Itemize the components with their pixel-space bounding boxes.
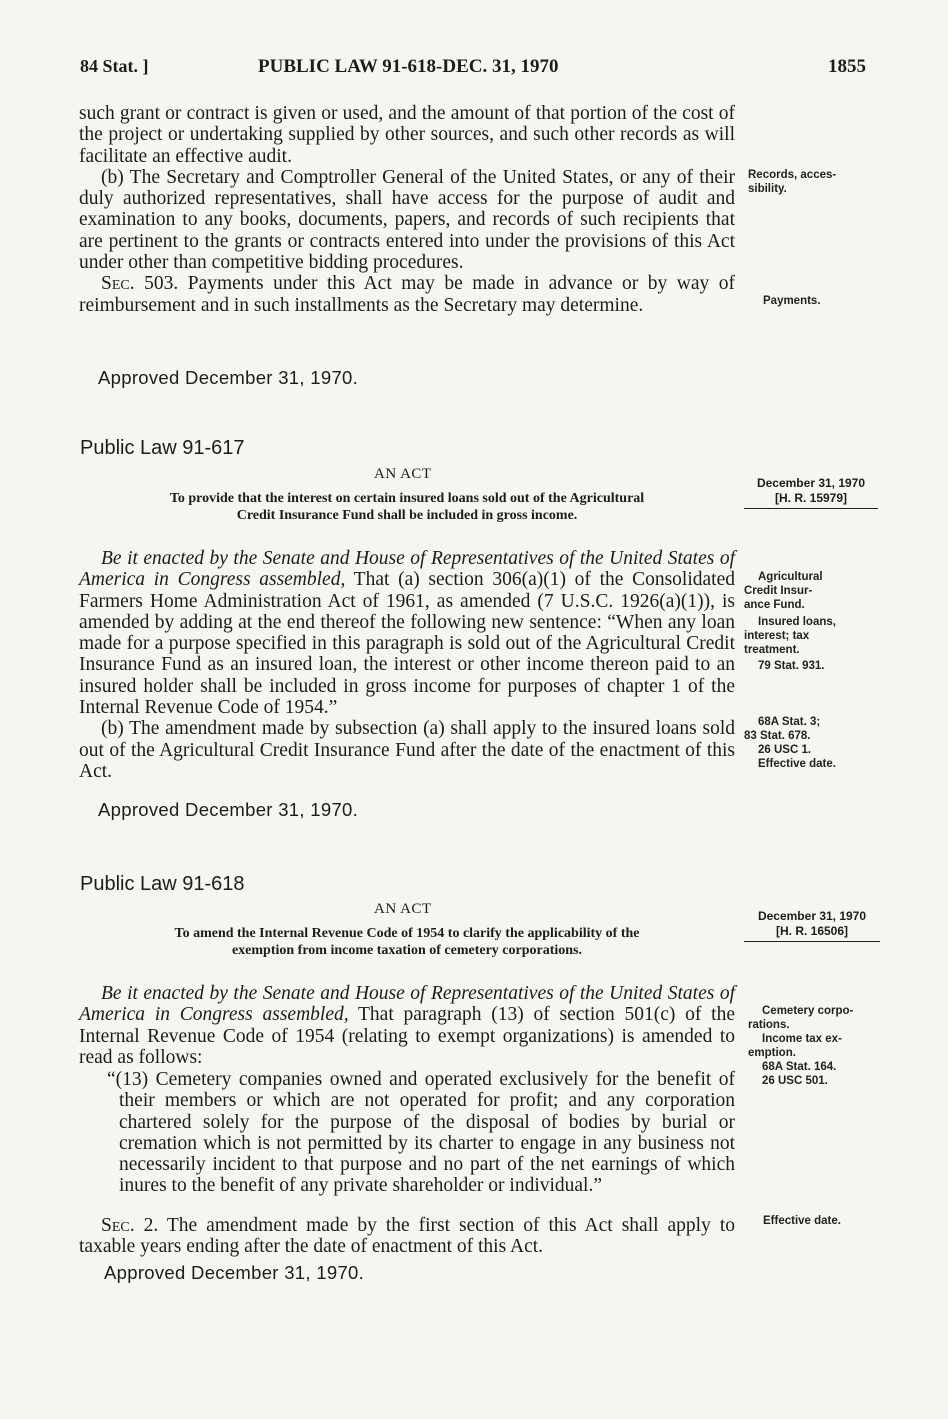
margin-note-line: interest; tax [744,630,810,642]
law-618-an-act: AN ACT [374,901,432,917]
margin-note-agricultural [744,570,836,673]
purpose-line: Credit Insurance Fund shall be included in gross income. [236,508,578,523]
law-618-approved: Approved December 31, 1970. [104,1262,365,1283]
law-617-title: Public Law 91-617 [80,437,245,459]
law-618-purpose [79,925,735,959]
intro-block [79,103,735,316]
law-617-para-b: (b) The amendment made by subsection (a) shall apply to the insured loans sold out of the Agricultural Credit Insurance Fund after the date of the enactment of this Act. [79,718,735,782]
margin-note-line: emption. [748,1047,796,1059]
margin-note-line: Income tax ex- [762,1033,842,1045]
margin-note-line: Credit Insur- [744,585,813,597]
law-617-date-box [744,476,878,509]
margin-note-line: 26 USC 1. [758,744,812,756]
intro-sec-503 [79,273,735,316]
margin-note-line: rations. [748,1019,790,1031]
date-line: December 31, 1970 [756,476,866,490]
margin-note-cemetery [748,1004,853,1088]
margin-note-line: 26 USC 501. [762,1075,828,1087]
margin-note-line: 68A Stat. 164. [762,1061,837,1073]
sec-label: Sec. 503. [101,273,179,295]
sec-text: The amendment made by the first section of this Act shall apply to taxable years ending after the date of enactment of this Act. [79,1215,735,1258]
margin-note-line: treatment. [744,644,800,656]
margin-note-line: Agricultural [758,571,823,583]
law-618-sec2 [79,1215,735,1258]
margin-note-line: 79 Stat. 931. [758,660,825,672]
law-618-sec2-para [79,1215,735,1258]
margin-note-line: Cemetery corpo- [762,1005,854,1017]
margin-note-stat-refs [744,715,836,771]
header-title: PUBLIC LAW 91-618-DEC. 31, 1970 [258,56,559,77]
enacting-text: That paragraph (13) of section 501(c) of the Internal Revenue Code of 1954 (relating to exempt organizations) is amended to read as follows: [79,1004,736,1068]
purpose-line: To amend the Internal Revenue Code of 1954 to clarify the applicability of the [174,926,640,941]
law-618-date-box [744,909,880,942]
law-618-title: Public Law 91-618 [80,873,245,895]
date-line: December 31, 1970 [757,909,867,923]
law-618-quoted-paragraph: “(13) Cemetery companies owned and operated exclusively for the benefit of their members or which are not operated for profit; and any corporation chartered solely for the purpose of the disposal of bodies by burial or cremation which is not permitted by its charter to engage in any business not necessarily incident to that purpose and no part of the net earnings of which inures to the benefit of any private shareholder or individual.” [107,1069,735,1197]
intro-approved: Approved December 31, 1970. [98,367,359,388]
margin-note-payments: Payments. [763,295,821,307]
margin-note-line: Insured loans, [758,616,836,628]
margin-note-records [748,168,836,196]
header-stat-ref: 84 Stat. ] [80,56,149,76]
page-number: 1855 [828,56,866,77]
margin-note-line: Effective date. [758,758,836,770]
enacting-text: That (a) section 306(a)(1) of the Consolidated Farmers Home Administration Act of 1961, as amended (7 U.S.C. 1926(a)(1)), is amended by adding at the end thereof the following new sentence: “When any loan made for a purpose specified in this paragraph is sold out of the Agricultural Credit Insurance Fund as an insured loan, the interest or other income thereon paid to an insured holder shall be included in gross income for purposes of chapter 1 of the Internal Revenue Code of 1954.” [79,569,735,719]
margin-note-line: sibility. [748,183,787,195]
intro-continuation: such grant or contract is given or used, and the amount of that portion of the cost of the project or undertaking supplied by other sources, and such other records as will facilitate an effective audit. [79,103,735,167]
sec-text: Payments under this Act may be made in advance or by way of reimbursement and in such installments as the Secretary may determine. [79,273,735,316]
bill-number: [H. R. 16506] [775,924,849,938]
margin-note-line: ance Fund. [744,599,805,611]
law-617-approved: Approved December 31, 1970. [98,799,359,820]
bill-number: [H. R. 15979] [774,491,848,505]
purpose-line: To provide that the interest on certain insured loans sold out of the Agricultural [169,491,645,506]
intro-para-b: (b) The Secretary and Comptroller General of the United States, or any of their duly authorized representatives, shall have access for the purpose of audit and examination to any books, documents, papers, and records of such recipients that are pertinent to the grants or contracts entered into under the provisions of this Act under other than competitive bidding procedures. [79,166,735,274]
margin-note-effective-date: Effective date. [763,1215,841,1227]
enacting-clause: Be it enacted by the Senate and House of Representatives of the United States of America in Congress assembled, [79,983,735,1026]
law-617-an-act: AN ACT [374,466,432,482]
margin-note-line: 83 Stat. 678. [744,730,811,742]
sec-label: Sec. 2. [101,1215,159,1236]
enacting-clause: Be it enacted by the Senate and House of Representatives of the United States of America in Congress assembled, [79,548,735,591]
margin-note-line: Records, acces- [748,169,837,181]
margin-note-line: 68A Stat. 3; [758,716,821,728]
law-617-purpose [79,490,735,524]
law-617-enacting [79,548,735,718]
purpose-line: exemption from income taxation of cemetery corporations. [231,943,583,958]
law-618-enacting [79,983,735,1068]
law-618-body [79,983,735,1068]
law-617-body [79,548,735,782]
